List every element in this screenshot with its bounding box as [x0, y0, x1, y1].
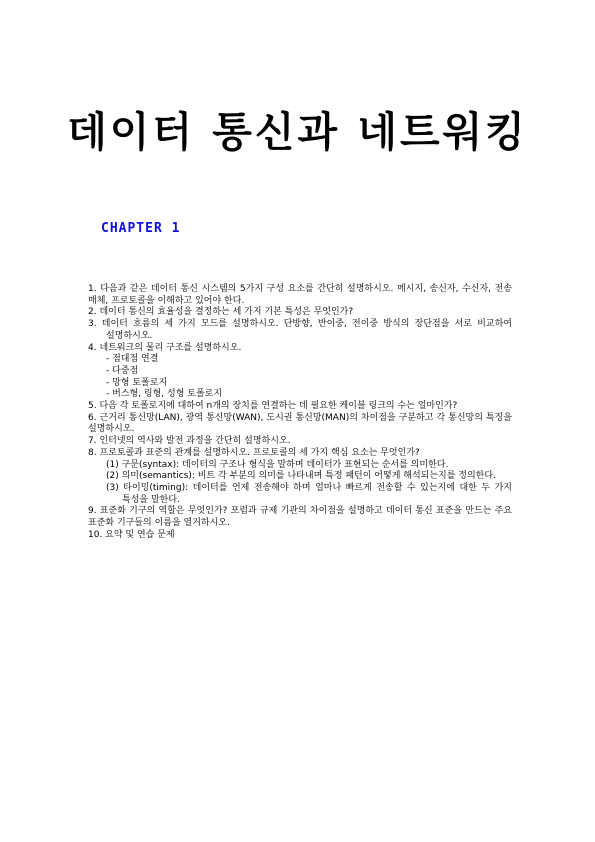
paragraph-1: 1. 다음과 같은 데이터 통신 시스템의 5가지 구성 요소를 간단히 설명하시오. 메시지, 송신자, 수신자, 전송 매체, 프로토콜을 이해하고 있어야 한다.: [88, 284, 512, 306]
paragraph-3: 3. 데이터 흐름의 세 가지 모드를 설명하시오. 단방향, 반이중, 전이중 방식의 장단점을 서로 비교하여 설명하시오.: [88, 319, 512, 341]
sub-item-2: (2) 의미(semantics): 비트 각 부분의 의미를 나타내며 특정 패턴이 어떻게 해석되는지를 정의한다.: [106, 471, 496, 482]
document-body: [88, 284, 512, 541]
paragraph-2: 2. 데이터 통신의 효율성을 결정하는 세 가지 기본 특성은 무엇인가?: [88, 307, 354, 318]
sub-item-1: (1) 구문(syntax): 데이터의 구조나 형식을 말하며 데이터가 표현되는 순서를 의미한다.: [106, 459, 449, 470]
paragraph-8: 8. 프로토콜과 표준의 관계를 설명하시오. 프로토콜의 세 가지 핵심 요소는 무엇인가?: [88, 447, 420, 458]
paragraph-9: 9. 표준화 기구의 역할은 무엇인가? 포럼과 규제 기관의 차이점을 설명하고 데이터 통신 표준을 만드는 주요 표준화 기구들의 이름을 열거하시오.: [88, 506, 512, 529]
paragraph-4: 4. 네트워크의 물리 구조를 설명하시오.: [88, 342, 242, 353]
sub-item-3: (3) 타이밍(timing): 데이터를 언제 전송해야 하며 얼마나 빠르게 전송할 수 있는지에 대한 두 가지 특성을 말한다.: [106, 482, 512, 505]
paragraph-6: 6. 근거리 통신망(LAN), 광역 통신망(WAN), 도시권 통신망(MAN)의 차이점을 구분하고 각 통신망의 특징을 설명하시오.: [88, 412, 512, 435]
list-item-2: - 다중점: [106, 365, 139, 376]
paragraph-10: 10. 요약 및 연습 문제: [88, 529, 175, 540]
list-item-3: - 망형 토폴로지: [106, 377, 168, 388]
list-item-1: - 점대점 연결: [106, 354, 159, 365]
paragraph-7: 7. 인터넷의 역사와 발전 과정을 간단히 설명하시오.: [88, 436, 291, 447]
chapter-heading: CHAPTER 1: [101, 221, 181, 236]
document-title: 데이터 통신과 네트워킹: [67, 108, 528, 156]
paragraph-5: 5. 다음 각 토폴로지에 대하여 n개의 장치를 연결하는 데 필요한 케이블 링크의 수는 얼마인가?: [88, 401, 458, 412]
list-item-4: - 버스형, 링형, 성형 토폴로지: [106, 389, 223, 400]
